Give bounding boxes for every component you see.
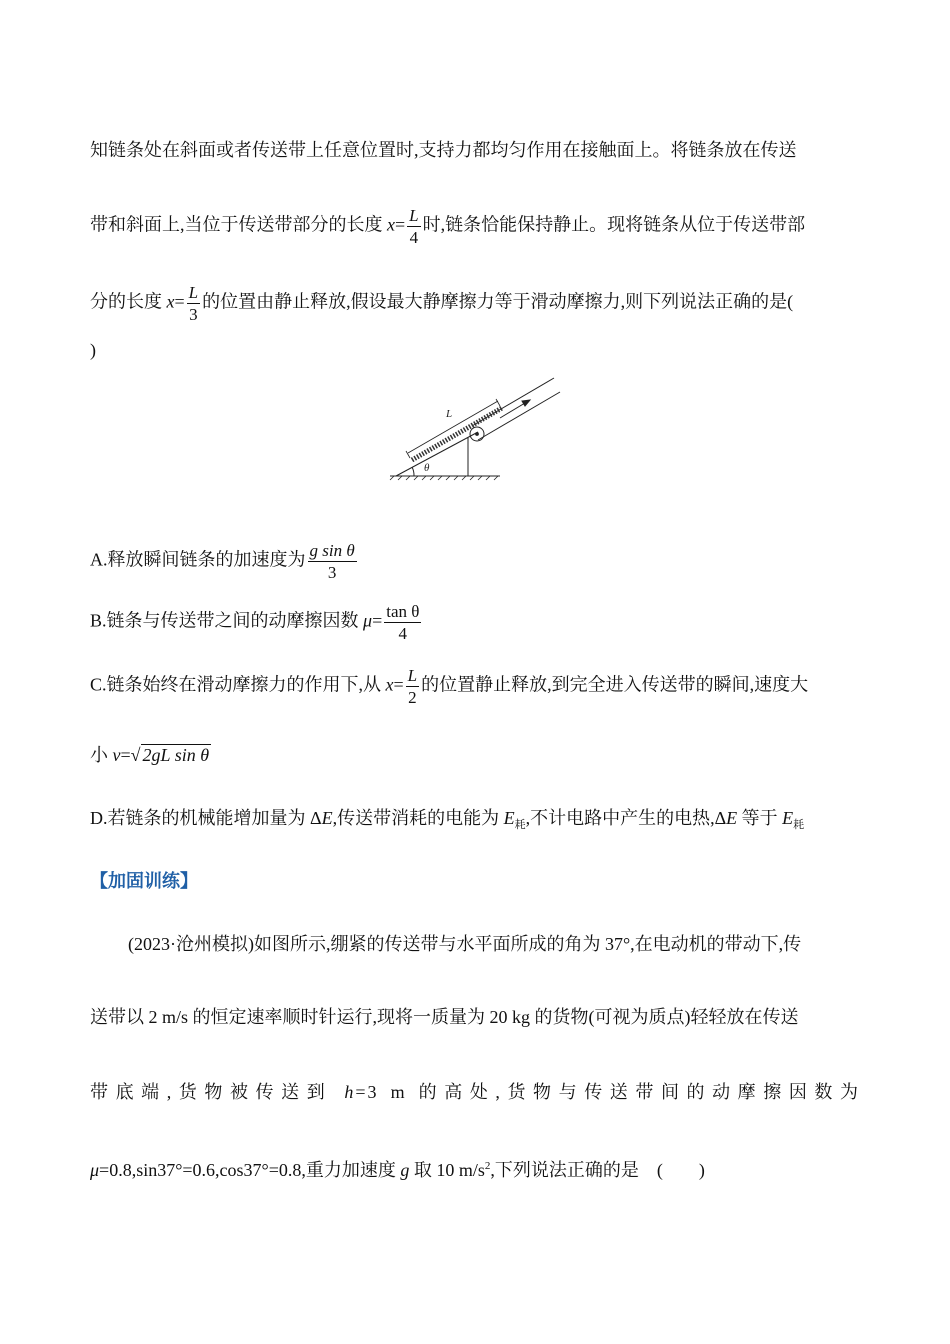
var-mu: μ <box>363 610 373 631</box>
option-a-text: A.释放瞬间链条的加速度为 <box>90 549 306 570</box>
q1-line-4 <box>90 338 860 362</box>
equals: = <box>120 745 131 765</box>
label-theta: θ <box>424 462 430 474</box>
denominator: 3 <box>327 563 337 582</box>
denominator: 2 <box>408 688 417 707</box>
var-E: E <box>782 808 794 828</box>
q2-text-3b: =3 m 的高处,货物与传送带间的动摩擦因数为 <box>355 1082 860 1102</box>
section-heading <box>90 869 860 893</box>
q2-text-1: (2023·沧州模拟)如图所示,绷紧的传送带与水平面所成的角为 37°,在电动机的带动下,传 <box>128 934 802 954</box>
equals: = <box>174 291 185 312</box>
var-g: g <box>400 1160 410 1180</box>
var-x: x <box>166 291 175 312</box>
q2-text-2: 送带以 2 m/s 的恒定速率顺时针运行,现将一质量为 20 kg 的货物(可视为质点)轻轻放在传送 <box>90 1007 799 1027</box>
option-c-line-1 <box>90 667 860 706</box>
fraction-tan-over-4 <box>384 603 421 642</box>
fraction-L-over-4 <box>407 207 420 246</box>
numerator: tan θ <box>386 602 420 621</box>
q2-text-3a: 带底端,货物被传送到 <box>90 1082 345 1102</box>
angle-arc <box>412 467 414 476</box>
section-heading-text: 【加固训练】 <box>90 871 198 891</box>
var-mu: μ <box>90 1160 100 1180</box>
q1-line-1 <box>90 138 860 162</box>
q1-line-3 <box>90 284 860 323</box>
option-d <box>90 806 860 837</box>
superscript-2: 2 <box>484 1160 491 1172</box>
var-E: E <box>726 808 738 828</box>
option-d-text-c: ,不计电路中产生的电热,Δ <box>525 808 727 828</box>
option-c-text-a: C.链条始终在滑动摩擦力的作用下,从 <box>90 674 386 695</box>
option-a <box>90 542 860 581</box>
q2-line-3 <box>90 1080 860 1104</box>
q1-text-2b: 时,链条恰能保持静止。现将链条从位于传送带部 <box>422 214 806 235</box>
ground-hatching <box>390 476 498 480</box>
equals: = <box>393 674 404 695</box>
equals: = <box>372 610 383 631</box>
numerator: L <box>188 283 199 302</box>
subscript-hao: 耗 <box>793 819 805 831</box>
q1-line-2 <box>90 207 860 246</box>
var-x: x <box>385 674 394 695</box>
var-E: E <box>321 808 333 828</box>
q1-text-3b: 的位置由静止释放,假设最大静摩擦力等于滑动摩擦力,则下列说法正确的是( <box>202 291 794 312</box>
option-b <box>90 603 860 642</box>
denominator: 4 <box>409 228 419 247</box>
dim-right-tick <box>496 399 500 406</box>
radicand: 2gL sin θ <box>142 745 210 765</box>
denominator: 4 <box>398 624 408 643</box>
option-c-line-2 <box>90 743 860 767</box>
var-v: v <box>112 745 121 765</box>
incline-surface <box>396 432 478 476</box>
q2-line-4 <box>90 1154 860 1182</box>
q1-text-2a: 带和斜面上,当位于传送带部分的长度 <box>90 214 387 235</box>
arrow-head <box>522 400 530 406</box>
option-d-text-d: 等于 <box>737 808 783 828</box>
q1-text-1: 知链条处在斜面或者传送带上任意位置时,支持力都均匀作用在接触面上。将链条放在传送 <box>90 140 797 160</box>
subscript-hao: 耗 <box>514 819 526 831</box>
option-d-text-b: ,传送带消耗的电能为 <box>332 808 504 828</box>
fraction-gsin-over-3 <box>308 542 357 581</box>
option-d-text-a: D.若链条的机械能增加量为 Δ <box>90 808 322 828</box>
incline-conveyor-figure <box>388 374 563 484</box>
label-L: L <box>446 408 453 420</box>
numerator: g sin θ <box>309 541 355 560</box>
q2-line-2 <box>90 1005 860 1029</box>
option-b-text: B.链条与传送带之间的动摩擦因数 <box>90 610 364 631</box>
var-x: x <box>387 214 395 235</box>
option-c-text-c: 小 <box>90 745 113 765</box>
numerator: L <box>407 666 418 685</box>
sqrt-icon: √ <box>130 745 141 765</box>
option-c-text-b: 的位置静止释放,到完全进入传送带的瞬间,速度大 <box>421 674 809 695</box>
equals: = <box>395 214 406 235</box>
q2-text-4c: ,下列说法正确的是 ( ) <box>490 1160 705 1180</box>
q2-line-1 <box>128 932 860 956</box>
denominator: 3 <box>189 305 198 324</box>
q2-text-4b: 取 10 m/s <box>409 1160 485 1180</box>
var-E: E <box>503 808 515 828</box>
belt-bottom <box>478 392 560 440</box>
fraction-L-over-2 <box>406 667 419 706</box>
q1-text-3a: 分的长度 <box>90 291 167 312</box>
belt-top <box>472 378 554 426</box>
var-h: h <box>344 1082 356 1102</box>
fraction-L-over-3 <box>187 284 200 323</box>
q2-text-4a: =0.8,sin37°=0.6,cos37°=0.8,重力加速度 <box>99 1160 401 1180</box>
numerator: L <box>409 206 419 225</box>
pulley-axle <box>476 433 479 436</box>
q1-text-4: ) <box>90 340 96 360</box>
